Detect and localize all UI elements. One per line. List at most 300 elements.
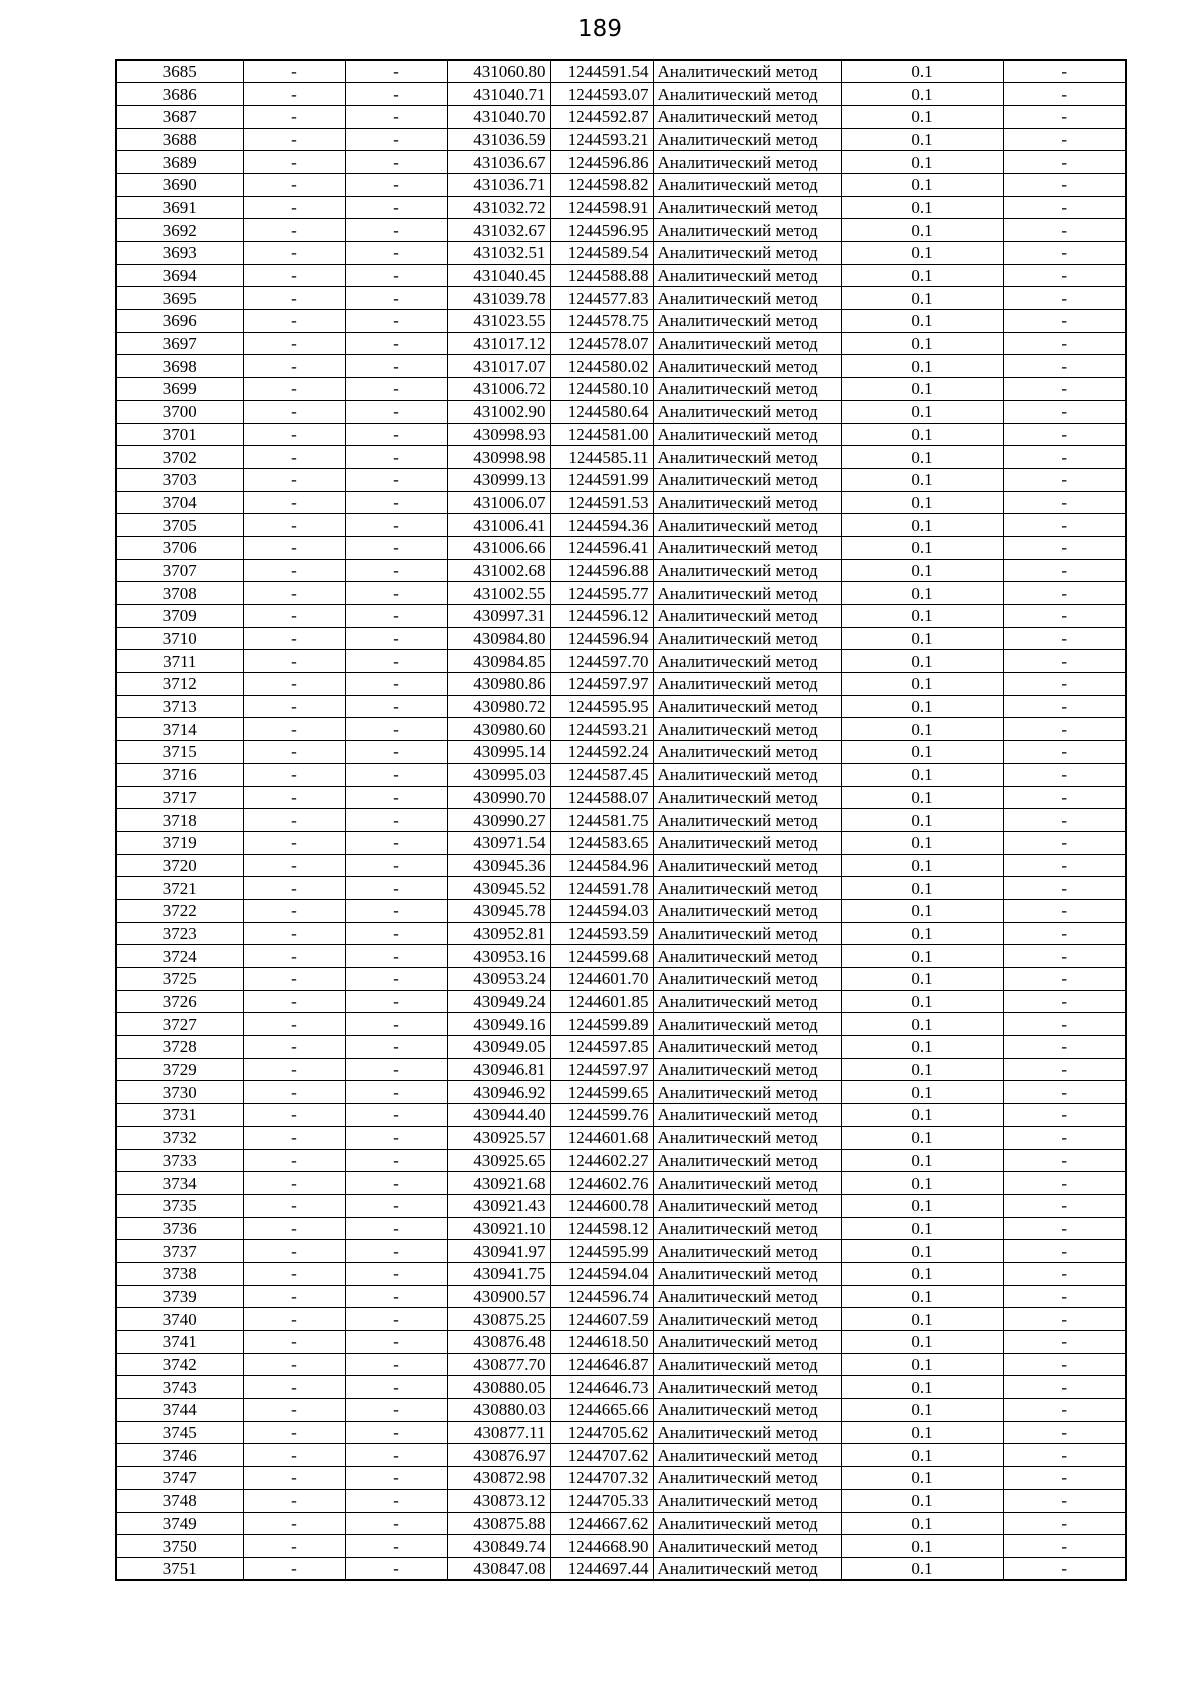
dash-cell: -	[1003, 1308, 1126, 1331]
y-coordinate-cell: 1244601.85	[550, 990, 653, 1013]
dash-cell: -	[345, 1535, 447, 1558]
point-number-cell: 3741	[116, 1331, 243, 1354]
dash-cell: -	[243, 582, 345, 605]
dash-cell: -	[1003, 1285, 1126, 1308]
x-coordinate-cell: 431017.07	[447, 355, 550, 378]
dash-cell: -	[1003, 1376, 1126, 1399]
method-cell: Аналитический метод	[653, 1081, 841, 1104]
dash-cell: -	[243, 786, 345, 809]
table-row	[116, 695, 1126, 718]
dash-cell: -	[243, 990, 345, 1013]
dash-cell: -	[345, 514, 447, 537]
dash-cell: -	[345, 1036, 447, 1059]
method-cell: Аналитический метод	[653, 1399, 841, 1422]
page-number: 189	[578, 16, 622, 42]
accuracy-cell: 0.1	[841, 877, 1003, 900]
table-row	[116, 718, 1126, 741]
y-coordinate-cell: 1244577.83	[550, 287, 653, 310]
table-row	[116, 1217, 1126, 1240]
table-row	[116, 1467, 1126, 1490]
dash-cell: -	[345, 105, 447, 128]
x-coordinate-cell: 430877.70	[447, 1353, 550, 1376]
accuracy-cell: 0.1	[841, 922, 1003, 945]
accuracy-cell: 0.1	[841, 627, 1003, 650]
dash-cell: -	[243, 105, 345, 128]
dash-cell: -	[345, 219, 447, 242]
x-coordinate-cell: 431006.07	[447, 491, 550, 514]
y-coordinate-cell: 1244591.54	[550, 60, 653, 83]
accuracy-cell: 0.1	[841, 1104, 1003, 1127]
dash-cell: -	[345, 400, 447, 423]
x-coordinate-cell: 430980.60	[447, 718, 550, 741]
table-row	[116, 242, 1126, 265]
dash-cell: -	[243, 741, 345, 764]
y-coordinate-cell: 1244602.27	[550, 1149, 653, 1172]
y-coordinate-cell: 1244580.02	[550, 355, 653, 378]
dash-cell: -	[1003, 627, 1126, 650]
method-cell: Аналитический метод	[653, 83, 841, 106]
y-coordinate-cell: 1244594.04	[550, 1262, 653, 1285]
y-coordinate-cell: 1244597.70	[550, 650, 653, 673]
method-cell: Аналитический метод	[653, 1126, 841, 1149]
accuracy-cell: 0.1	[841, 264, 1003, 287]
dash-cell: -	[243, 695, 345, 718]
accuracy-cell: 0.1	[841, 355, 1003, 378]
table-row	[116, 105, 1126, 128]
point-number-cell: 3722	[116, 899, 243, 922]
dash-cell: -	[243, 1262, 345, 1285]
accuracy-cell: 0.1	[841, 423, 1003, 446]
method-cell: Аналитический метод	[653, 287, 841, 310]
y-coordinate-cell: 1244596.86	[550, 151, 653, 174]
table-row	[116, 1421, 1126, 1444]
dash-cell: -	[243, 1535, 345, 1558]
x-coordinate-cell: 430999.13	[447, 468, 550, 491]
x-coordinate-cell: 430921.43	[447, 1194, 550, 1217]
point-number-cell: 3709	[116, 605, 243, 628]
y-coordinate-cell: 1244599.76	[550, 1104, 653, 1127]
dash-cell: -	[1003, 242, 1126, 265]
method-cell: Аналитический метод	[653, 423, 841, 446]
x-coordinate-cell: 431006.72	[447, 378, 550, 401]
dash-cell: -	[243, 877, 345, 900]
dash-cell: -	[1003, 400, 1126, 423]
point-number-cell: 3720	[116, 854, 243, 877]
method-cell: Аналитический метод	[653, 536, 841, 559]
y-coordinate-cell: 1244584.96	[550, 854, 653, 877]
x-coordinate-cell: 430980.72	[447, 695, 550, 718]
point-number-cell: 3686	[116, 83, 243, 106]
table-row	[116, 287, 1126, 310]
table-row	[116, 1194, 1126, 1217]
method-cell: Аналитический метод	[653, 1149, 841, 1172]
method-cell: Аналитический метод	[653, 673, 841, 696]
dash-cell: -	[243, 1353, 345, 1376]
dash-cell: -	[345, 378, 447, 401]
dash-cell: -	[345, 1262, 447, 1285]
accuracy-cell: 0.1	[841, 332, 1003, 355]
y-coordinate-cell: 1244600.78	[550, 1194, 653, 1217]
point-number-cell: 3702	[116, 446, 243, 469]
y-coordinate-cell: 1244578.07	[550, 332, 653, 355]
dash-cell: -	[243, 854, 345, 877]
dash-cell: -	[345, 1331, 447, 1354]
accuracy-cell: 0.1	[841, 1512, 1003, 1535]
y-coordinate-cell: 1244607.59	[550, 1308, 653, 1331]
method-cell: Аналитический метод	[653, 196, 841, 219]
table-row	[116, 468, 1126, 491]
method-cell: Аналитический метод	[653, 173, 841, 196]
dash-cell: -	[345, 1285, 447, 1308]
dash-cell: -	[1003, 514, 1126, 537]
x-coordinate-cell: 430997.31	[447, 605, 550, 628]
dash-cell: -	[345, 310, 447, 333]
y-coordinate-cell: 1244578.75	[550, 310, 653, 333]
dash-cell: -	[243, 763, 345, 786]
dash-cell: -	[1003, 1081, 1126, 1104]
dash-cell: -	[1003, 287, 1126, 310]
table-row	[116, 854, 1126, 877]
x-coordinate-cell: 431036.67	[447, 151, 550, 174]
y-coordinate-cell: 1244585.11	[550, 446, 653, 469]
x-coordinate-cell: 430949.05	[447, 1036, 550, 1059]
table-row	[116, 605, 1126, 628]
point-number-cell: 3695	[116, 287, 243, 310]
point-number-cell: 3732	[116, 1126, 243, 1149]
accuracy-cell: 0.1	[841, 468, 1003, 491]
dash-cell: -	[1003, 1331, 1126, 1354]
table-row	[116, 196, 1126, 219]
dash-cell: -	[1003, 332, 1126, 355]
point-number-cell: 3737	[116, 1240, 243, 1263]
y-coordinate-cell: 1244596.74	[550, 1285, 653, 1308]
y-coordinate-cell: 1244591.53	[550, 491, 653, 514]
method-cell: Аналитический метод	[653, 1013, 841, 1036]
point-number-cell: 3715	[116, 741, 243, 764]
accuracy-cell: 0.1	[841, 1331, 1003, 1354]
dash-cell: -	[243, 83, 345, 106]
dash-cell: -	[1003, 1217, 1126, 1240]
method-cell: Аналитический метод	[653, 1444, 841, 1467]
dash-cell: -	[243, 355, 345, 378]
table-row	[116, 786, 1126, 809]
dash-cell: -	[345, 423, 447, 446]
dash-cell: -	[243, 310, 345, 333]
dash-cell: -	[243, 945, 345, 968]
dash-cell: -	[345, 809, 447, 832]
method-cell: Аналитический метод	[653, 60, 841, 83]
x-coordinate-cell: 430873.12	[447, 1489, 550, 1512]
dash-cell: -	[345, 355, 447, 378]
accuracy-cell: 0.1	[841, 968, 1003, 991]
coordinates-table-body	[116, 60, 1126, 1580]
y-coordinate-cell: 1244668.90	[550, 1535, 653, 1558]
dash-cell: -	[345, 968, 447, 991]
y-coordinate-cell: 1244618.50	[550, 1331, 653, 1354]
dash-cell: -	[345, 1444, 447, 1467]
dash-cell: -	[1003, 446, 1126, 469]
x-coordinate-cell: 430949.24	[447, 990, 550, 1013]
accuracy-cell: 0.1	[841, 128, 1003, 151]
table-row	[116, 1081, 1126, 1104]
point-number-cell: 3744	[116, 1399, 243, 1422]
table-row	[116, 559, 1126, 582]
method-cell: Аналитический метод	[653, 1308, 841, 1331]
dash-cell: -	[345, 83, 447, 106]
dash-cell: -	[345, 332, 447, 355]
dash-cell: -	[1003, 1194, 1126, 1217]
y-coordinate-cell: 1244665.66	[550, 1399, 653, 1422]
point-number-cell: 3706	[116, 536, 243, 559]
dash-cell: -	[345, 1217, 447, 1240]
x-coordinate-cell: 430877.11	[447, 1421, 550, 1444]
accuracy-cell: 0.1	[841, 514, 1003, 537]
y-coordinate-cell: 1244587.45	[550, 763, 653, 786]
dash-cell: -	[345, 673, 447, 696]
point-number-cell: 3691	[116, 196, 243, 219]
accuracy-cell: 0.1	[841, 1149, 1003, 1172]
dash-cell: -	[1003, 264, 1126, 287]
point-number-cell: 3700	[116, 400, 243, 423]
point-number-cell: 3693	[116, 242, 243, 265]
dash-cell: -	[345, 1194, 447, 1217]
point-number-cell: 3685	[116, 60, 243, 83]
dash-cell: -	[345, 446, 447, 469]
x-coordinate-cell: 430880.05	[447, 1376, 550, 1399]
point-number-cell: 3742	[116, 1353, 243, 1376]
x-coordinate-cell: 430941.75	[447, 1262, 550, 1285]
dash-cell: -	[1003, 1399, 1126, 1422]
dash-cell: -	[243, 1376, 345, 1399]
dash-cell: -	[243, 287, 345, 310]
y-coordinate-cell: 1244597.97	[550, 673, 653, 696]
dash-cell: -	[243, 242, 345, 265]
method-cell: Аналитический метод	[653, 1240, 841, 1263]
y-coordinate-cell: 1244599.89	[550, 1013, 653, 1036]
dash-cell: -	[345, 1421, 447, 1444]
method-cell: Аналитический метод	[653, 264, 841, 287]
dash-cell: -	[345, 242, 447, 265]
dash-cell: -	[1003, 650, 1126, 673]
dash-cell: -	[243, 400, 345, 423]
dash-cell: -	[243, 1036, 345, 1059]
method-cell: Аналитический метод	[653, 1512, 841, 1535]
point-number-cell: 3724	[116, 945, 243, 968]
point-number-cell: 3729	[116, 1058, 243, 1081]
dash-cell: -	[243, 1217, 345, 1240]
dash-cell: -	[1003, 854, 1126, 877]
dash-cell: -	[345, 741, 447, 764]
dash-cell: -	[1003, 695, 1126, 718]
x-coordinate-cell: 430875.25	[447, 1308, 550, 1331]
point-number-cell: 3751	[116, 1557, 243, 1580]
accuracy-cell: 0.1	[841, 1081, 1003, 1104]
dash-cell: -	[1003, 741, 1126, 764]
dash-cell: -	[1003, 1058, 1126, 1081]
point-number-cell: 3730	[116, 1081, 243, 1104]
dash-cell: -	[243, 1126, 345, 1149]
dash-cell: -	[345, 1512, 447, 1535]
point-number-cell: 3717	[116, 786, 243, 809]
table-row	[116, 1126, 1126, 1149]
dash-cell: -	[345, 559, 447, 582]
accuracy-cell: 0.1	[841, 809, 1003, 832]
table-row	[116, 741, 1126, 764]
accuracy-cell: 0.1	[841, 310, 1003, 333]
accuracy-cell: 0.1	[841, 582, 1003, 605]
method-cell: Аналитический метод	[653, 355, 841, 378]
dash-cell: -	[243, 378, 345, 401]
dash-cell: -	[243, 332, 345, 355]
method-cell: Аналитический метод	[653, 378, 841, 401]
accuracy-cell: 0.1	[841, 718, 1003, 741]
dash-cell: -	[243, 809, 345, 832]
x-coordinate-cell: 430946.92	[447, 1081, 550, 1104]
dash-cell: -	[243, 1240, 345, 1263]
dash-cell: -	[345, 173, 447, 196]
method-cell: Аналитический метод	[653, 809, 841, 832]
y-coordinate-cell: 1244705.62	[550, 1421, 653, 1444]
dash-cell: -	[345, 1399, 447, 1422]
x-coordinate-cell: 430944.40	[447, 1104, 550, 1127]
accuracy-cell: 0.1	[841, 1421, 1003, 1444]
dash-cell: -	[345, 1308, 447, 1331]
dash-cell: -	[1003, 1489, 1126, 1512]
table-row	[116, 1149, 1126, 1172]
dash-cell: -	[1003, 378, 1126, 401]
point-number-cell: 3736	[116, 1217, 243, 1240]
y-coordinate-cell: 1244593.21	[550, 128, 653, 151]
accuracy-cell: 0.1	[841, 196, 1003, 219]
method-cell: Аналитический метод	[653, 741, 841, 764]
table-row	[116, 423, 1126, 446]
accuracy-cell: 0.1	[841, 1557, 1003, 1580]
method-cell: Аналитический метод	[653, 514, 841, 537]
table-row	[116, 1104, 1126, 1127]
method-cell: Аналитический метод	[653, 627, 841, 650]
point-number-cell: 3716	[116, 763, 243, 786]
accuracy-cell: 0.1	[841, 151, 1003, 174]
dash-cell: -	[243, 173, 345, 196]
point-number-cell: 3719	[116, 831, 243, 854]
point-number-cell: 3696	[116, 310, 243, 333]
dash-cell: -	[243, 1194, 345, 1217]
x-coordinate-cell: 430945.36	[447, 854, 550, 877]
x-coordinate-cell: 430949.16	[447, 1013, 550, 1036]
method-cell: Аналитический метод	[653, 1036, 841, 1059]
point-number-cell: 3703	[116, 468, 243, 491]
dash-cell: -	[345, 1149, 447, 1172]
point-number-cell: 3731	[116, 1104, 243, 1127]
method-cell: Аналитический метод	[653, 1353, 841, 1376]
method-cell: Аналитический метод	[653, 650, 841, 673]
table-row	[116, 128, 1126, 151]
x-coordinate-cell: 430998.98	[447, 446, 550, 469]
dash-cell: -	[1003, 968, 1126, 991]
point-number-cell: 3728	[116, 1036, 243, 1059]
table-row	[116, 1331, 1126, 1354]
dash-cell: -	[243, 559, 345, 582]
y-coordinate-cell: 1244588.07	[550, 786, 653, 809]
x-coordinate-cell: 431032.67	[447, 219, 550, 242]
dash-cell: -	[1003, 1149, 1126, 1172]
y-coordinate-cell: 1244593.21	[550, 718, 653, 741]
method-cell: Аналитический метод	[653, 105, 841, 128]
accuracy-cell: 0.1	[841, 491, 1003, 514]
y-coordinate-cell: 1244594.03	[550, 899, 653, 922]
dash-cell: -	[243, 536, 345, 559]
table-row	[116, 809, 1126, 832]
table-row	[116, 1285, 1126, 1308]
dash-cell: -	[243, 605, 345, 628]
dash-cell: -	[1003, 1421, 1126, 1444]
accuracy-cell: 0.1	[841, 1376, 1003, 1399]
point-number-cell: 3687	[116, 105, 243, 128]
accuracy-cell: 0.1	[841, 786, 1003, 809]
table-row	[116, 151, 1126, 174]
point-number-cell: 3689	[116, 151, 243, 174]
x-coordinate-cell: 431006.41	[447, 514, 550, 537]
dash-cell: -	[345, 1240, 447, 1263]
x-coordinate-cell: 430921.68	[447, 1172, 550, 1195]
dash-cell: -	[1003, 173, 1126, 196]
table-row	[116, 1262, 1126, 1285]
dash-cell: -	[243, 151, 345, 174]
accuracy-cell: 0.1	[841, 1467, 1003, 1490]
method-cell: Аналитический метод	[653, 763, 841, 786]
method-cell: Аналитический метод	[653, 1557, 841, 1580]
table-row	[116, 514, 1126, 537]
point-number-cell: 3725	[116, 968, 243, 991]
dash-cell: -	[243, 423, 345, 446]
dash-cell: -	[243, 491, 345, 514]
dash-cell: -	[1003, 718, 1126, 741]
accuracy-cell: 0.1	[841, 1217, 1003, 1240]
x-coordinate-cell: 431006.66	[447, 536, 550, 559]
y-coordinate-cell: 1244707.32	[550, 1467, 653, 1490]
accuracy-cell: 0.1	[841, 400, 1003, 423]
method-cell: Аналитический метод	[653, 831, 841, 854]
dash-cell: -	[1003, 1512, 1126, 1535]
point-number-cell: 3698	[116, 355, 243, 378]
x-coordinate-cell: 431036.71	[447, 173, 550, 196]
dash-cell: -	[1003, 1036, 1126, 1059]
dash-cell: -	[1003, 1126, 1126, 1149]
method-cell: Аналитический метод	[653, 718, 841, 741]
accuracy-cell: 0.1	[841, 1353, 1003, 1376]
dash-cell: -	[1003, 105, 1126, 128]
y-coordinate-cell: 1244596.41	[550, 536, 653, 559]
dash-cell: -	[345, 650, 447, 673]
table-row	[116, 1013, 1126, 1036]
x-coordinate-cell: 430998.93	[447, 423, 550, 446]
x-coordinate-cell: 430945.78	[447, 899, 550, 922]
dash-cell: -	[243, 468, 345, 491]
dash-cell: -	[345, 1013, 447, 1036]
dash-cell: -	[243, 968, 345, 991]
dash-cell: -	[243, 1512, 345, 1535]
point-number-cell: 3743	[116, 1376, 243, 1399]
method-cell: Аналитический метод	[653, 219, 841, 242]
accuracy-cell: 0.1	[841, 1444, 1003, 1467]
dash-cell: -	[1003, 355, 1126, 378]
point-number-cell: 3721	[116, 877, 243, 900]
y-coordinate-cell: 1244593.07	[550, 83, 653, 106]
y-coordinate-cell: 1244580.64	[550, 400, 653, 423]
x-coordinate-cell: 430875.88	[447, 1512, 550, 1535]
point-number-cell: 3734	[116, 1172, 243, 1195]
table-row	[116, 1036, 1126, 1059]
